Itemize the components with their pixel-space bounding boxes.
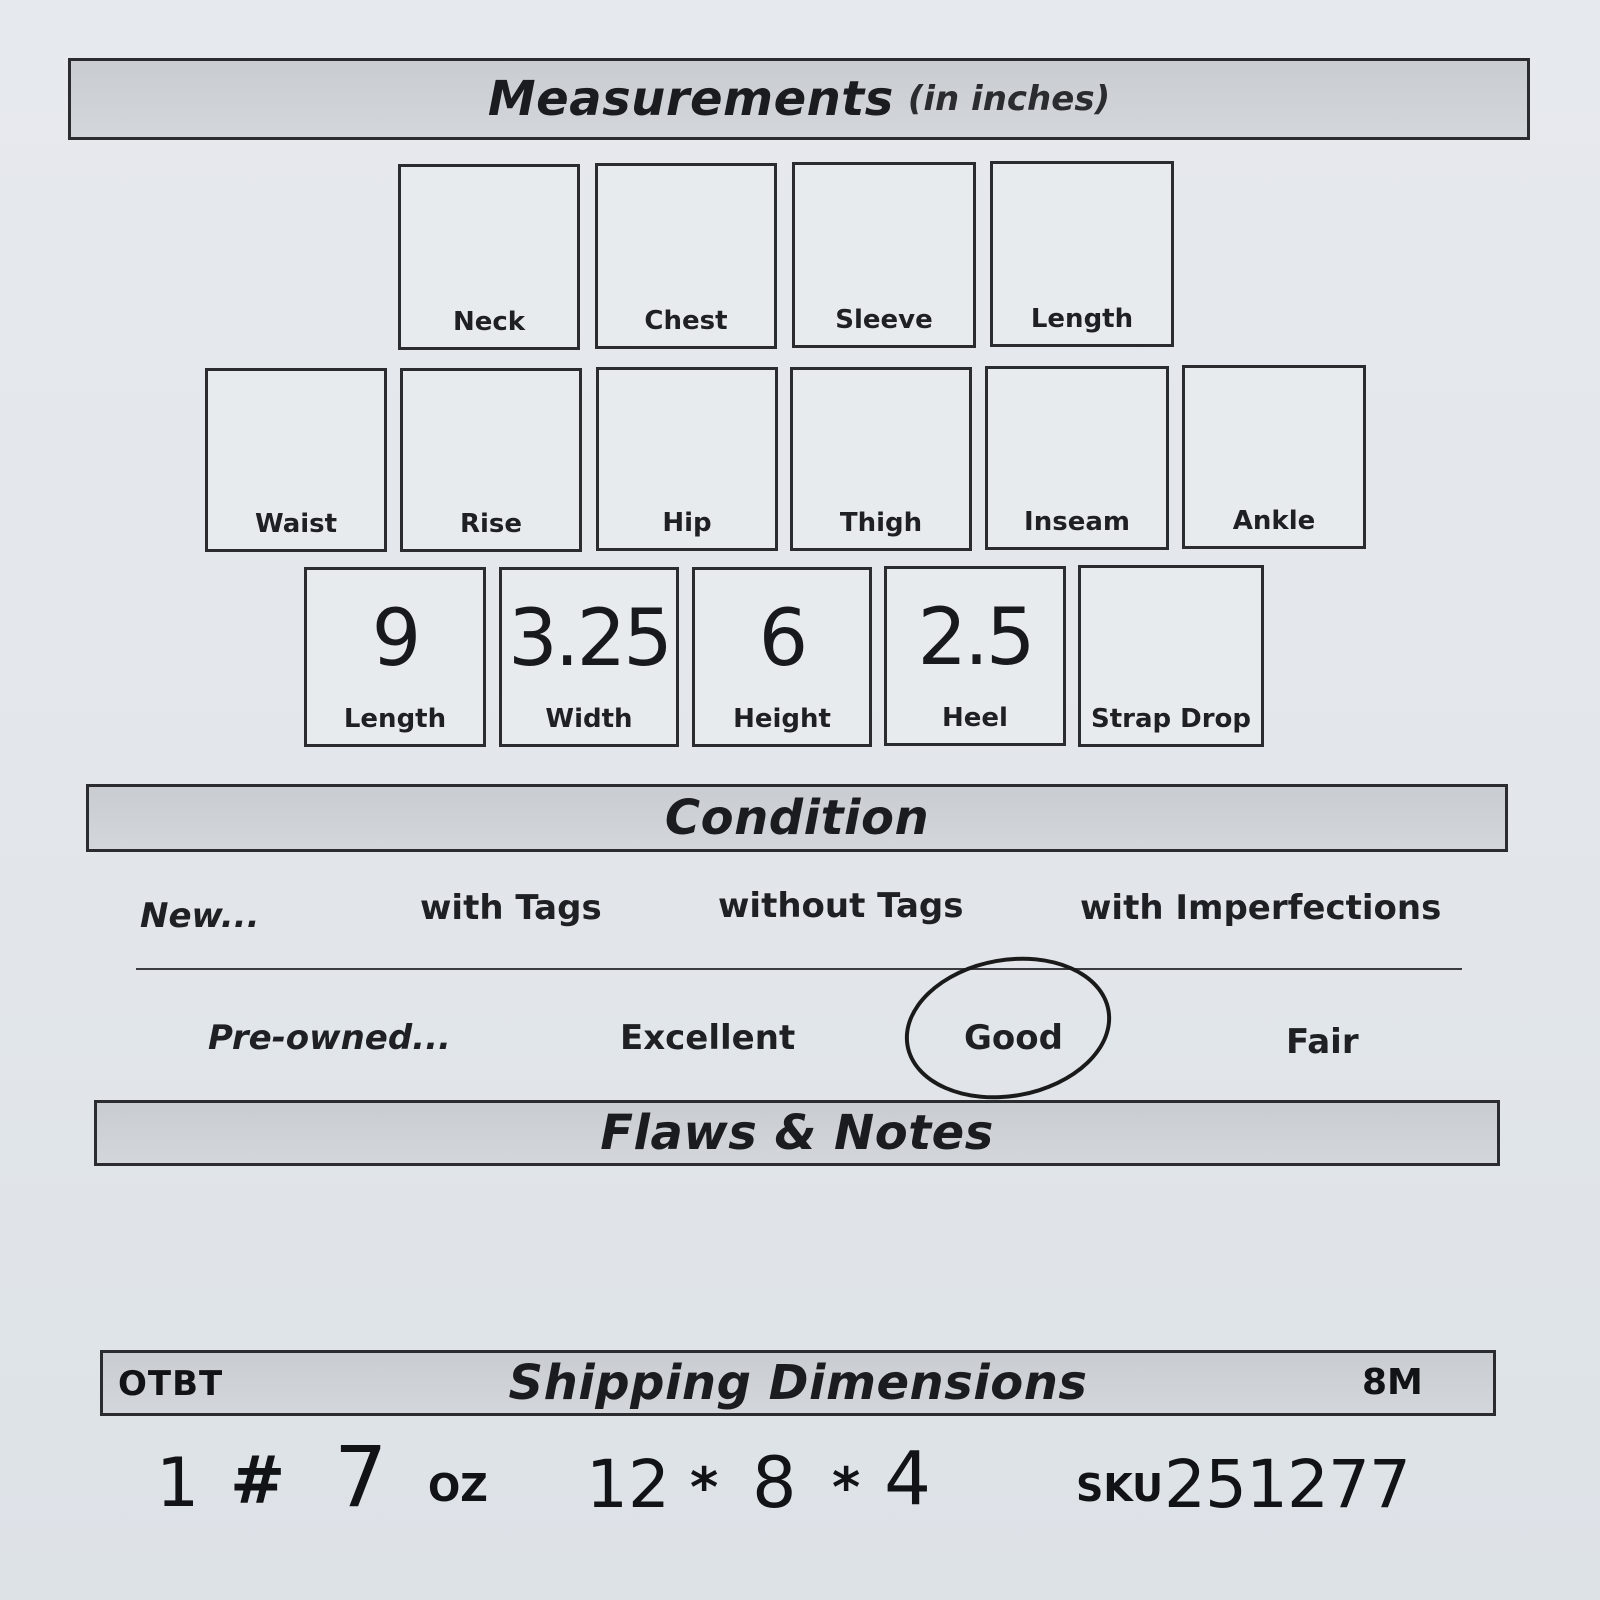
condition-header (86, 784, 1508, 852)
measure-box-sleeve[interactable] (792, 162, 976, 348)
measure-box-length-top[interactable] (990, 161, 1174, 347)
condition-divider (136, 968, 1462, 970)
condition-title: Condition (664, 790, 930, 846)
shipping-weight-ounces: 7 (334, 1428, 388, 1526)
measure-box-heel[interactable] (884, 566, 1066, 746)
measure-label: Sleeve (835, 305, 933, 335)
condition-option-good[interactable]: Good (964, 1018, 1063, 1058)
measure-label: Chest (644, 306, 728, 336)
measure-label: Heel (942, 703, 1008, 733)
measure-label: Width (545, 704, 633, 734)
measure-box-height[interactable] (692, 567, 872, 747)
measure-label: Hip (662, 508, 712, 538)
measure-label: Waist (254, 509, 338, 539)
measure-box-strap-drop[interactable] (1078, 565, 1264, 747)
shipping-weight-pounds: 1 (156, 1444, 200, 1523)
measure-label: Height (733, 704, 831, 734)
shipping-dim-sep-2: * (832, 1456, 861, 1519)
measurements-unit: (in inches) (907, 79, 1111, 119)
measure-label: Ankle (1232, 506, 1316, 536)
measure-box-inseam[interactable] (985, 366, 1169, 550)
shipping-dim-height: 4 (884, 1436, 932, 1522)
measure-label: Length (1030, 304, 1134, 334)
shipping-dim-sep-1: * (690, 1456, 719, 1519)
flaws-notes-area[interactable] (94, 1176, 1500, 1336)
measure-box-chest[interactable] (595, 163, 777, 349)
condition-option-without-tags[interactable]: without Tags (718, 886, 964, 926)
measure-box-hip[interactable] (596, 367, 778, 551)
measure-box-rise[interactable] (400, 368, 582, 552)
condition-option-with-tags[interactable]: with Tags (420, 888, 602, 928)
shipping-header (100, 1350, 1496, 1416)
measurements-header (68, 58, 1530, 140)
measure-value: 9 (371, 594, 419, 684)
condition-option-fair[interactable]: Fair (1286, 1022, 1359, 1062)
measure-label: Rise (459, 509, 523, 539)
measure-value: 6 (758, 594, 806, 684)
flaws-notes-title: Flaws & Notes (600, 1105, 994, 1161)
measure-box-length[interactable] (304, 567, 486, 747)
shipping-dim-length: 12 (586, 1446, 670, 1523)
condition-option-with-imperfections[interactable]: with Imperfections (1080, 888, 1442, 928)
measure-label: Neck (452, 307, 526, 337)
measure-box-waist[interactable] (205, 368, 387, 552)
measure-value: 3.25 (508, 594, 670, 684)
condition-option-excellent[interactable]: Excellent (620, 1018, 796, 1058)
measure-label: Strap Drop (1090, 704, 1252, 734)
condition-preowned-prefix: Pre-owned... (208, 1018, 451, 1058)
shipping-dim-width: 8 (752, 1442, 797, 1524)
measurements-title: Measurements (487, 71, 894, 127)
shipping-ounce-label: OZ (428, 1466, 488, 1510)
shipping-left-note: OTBT (118, 1364, 224, 1404)
measure-label: Thigh (839, 508, 923, 538)
sku-label: SKU (1076, 1466, 1164, 1510)
measure-label: Inseam (1024, 507, 1130, 537)
measure-box-thigh[interactable] (790, 367, 972, 551)
measure-value: 2.5 (917, 593, 1033, 683)
shipping-title: Shipping Dimensions (508, 1355, 1088, 1411)
sku-value: 251277 (1164, 1446, 1410, 1523)
measure-label: Length (343, 704, 447, 734)
measure-box-neck[interactable] (398, 164, 580, 350)
measure-box-ankle[interactable] (1182, 365, 1366, 549)
measure-box-width[interactable] (499, 567, 679, 747)
flaws-notes-header (94, 1100, 1500, 1166)
condition-new-prefix: New... (140, 896, 260, 936)
shipping-right-note: 8M (1362, 1362, 1423, 1403)
shipping-pound-sign: # (230, 1442, 286, 1519)
